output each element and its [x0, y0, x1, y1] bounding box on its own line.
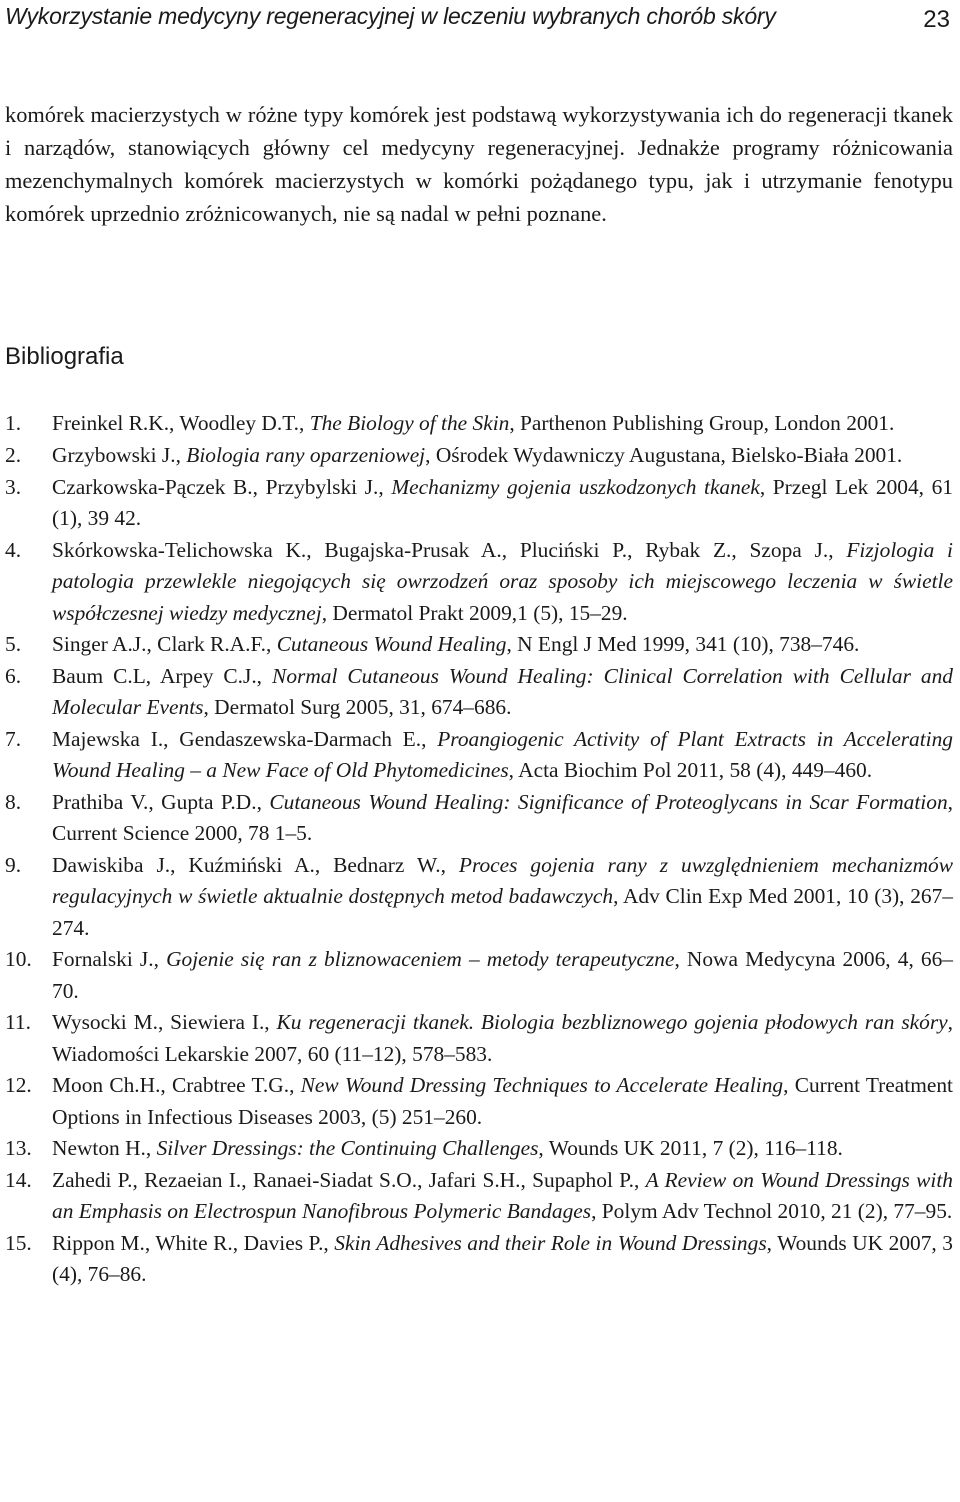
reference-text — [52, 727, 953, 783]
reference-authors: Wysocki M., Siewiera I., — [52, 1010, 277, 1034]
reference-item — [5, 1165, 953, 1228]
reference-authors: Zahedi P., Rezaeian I., Ranaei-Siadat S.O., Jafari S.H., Supaphol P., — [52, 1167, 646, 1192]
reference-text — [52, 475, 953, 531]
reference-source: , Wiadomości Lekarskie 2007, 60 (11–12), 578–583. — [52, 1010, 954, 1066]
reference-source: , Ośrodek Wydawniczy Augustana, Bielsko-Biała 2001. — [425, 443, 903, 467]
reference-number: 5. — [5, 632, 22, 656]
reference-number: 2. — [5, 443, 22, 467]
reference-text — [52, 632, 859, 656]
reference-item — [5, 1133, 953, 1165]
reference-item — [5, 850, 953, 945]
reference-title: Skin Adhesives and their Role in Wound Dressings — [334, 1230, 767, 1255]
reference-title: Gojenie się ran z bliznowaceniem – metody terapeutyczne — [166, 947, 675, 971]
reference-number: 6. — [5, 663, 22, 688]
reference-authors: Baum C.L, Arpey C.J., — [52, 663, 273, 688]
reference-number: 8. — [5, 789, 22, 814]
reference-text — [52, 947, 953, 1003]
reference-number: 3. — [5, 474, 22, 499]
reference-title: A Review on Wound Dressings with an Emphasis on Electrospun Nanofibrous Polymeric Bandages — [52, 1167, 953, 1223]
reference-source: , Current Treatment Options in Infectious Diseases 2003, (5) 251–260. — [52, 1073, 953, 1129]
reference-source: , Dermatol Prakt 2009,1 (5), 15–29. — [321, 600, 628, 625]
reference-number: 14. — [5, 1167, 32, 1192]
reference-source: , Parthenon Publishing Group, London 2001. — [509, 411, 895, 435]
reference-number: 4. — [5, 537, 22, 562]
reference-title: Proangiogenic Activity of Plant Extracts in Accelerating Wound Healing – a New Face of Old Phytomedicines — [52, 726, 953, 782]
reference-text — [52, 664, 953, 720]
reference-source: , Polym Adv Technol 2010, 21 (2), 77–95. — [591, 1199, 953, 1223]
reference-title: Normal Cutaneous Wound Healing: Clinical Correlation with Cellular and Molecular Events — [52, 663, 953, 719]
reference-title: Fizjologia i patologia przewlekle niegojących się owrzodzeń oraz sposoby ich miejscowego leczenia w świetle współczesnej wiedzy medycznej — [52, 537, 953, 625]
reference-item — [5, 472, 953, 535]
reference-authors: Freinkel R.K., Woodley D.T., — [52, 411, 310, 435]
reference-source: , Nowa Medycyna 2006, 4, 66–70. — [52, 947, 953, 1003]
reference-source: , Acta Biochim Pol 2011, 58 (4), 449–460. — [508, 758, 873, 782]
reference-authors: Grzybowski J., — [52, 443, 187, 467]
reference-item — [5, 661, 953, 724]
reference-source: , N Engl J Med 1999, 341 (10), 738–746. — [506, 632, 860, 656]
reference-text — [52, 790, 953, 846]
reference-item — [5, 1070, 953, 1133]
reference-source: , Adv Clin Exp Med 2001, 10 (3), 267–274. — [52, 884, 953, 940]
reference-authors: Dawiskiba J., Kuźmiński A., Bednarz W., — [52, 852, 459, 877]
reference-title: Cutaneous Wound Healing: Significance of Proteoglycans in Scar Formation — [269, 789, 948, 814]
reference-item — [5, 440, 953, 472]
reference-title: Biologia rany oparzeniowej — [186, 443, 426, 467]
reference-number: 7. — [5, 726, 22, 751]
reference-title: New Wound Dressing Techniques to Accelerate Healing — [300, 1073, 784, 1097]
reference-item — [5, 408, 953, 440]
reference-text — [52, 443, 902, 467]
reference-authors: Newton H., — [52, 1136, 157, 1160]
reference-number: 13. — [5, 1136, 32, 1160]
reference-title: Silver Dressings: the Continuing Challenges — [156, 1136, 539, 1160]
reference-number: 1. — [5, 411, 22, 435]
reference-text — [52, 1231, 953, 1287]
reference-authors: Fornalski J., — [52, 947, 167, 971]
reference-text — [52, 853, 953, 940]
reference-source: , Przegl Lek 2004, 61 (1), 39 42. — [52, 474, 953, 530]
reference-item — [5, 944, 953, 1007]
running-title: Wykorzystanie medycyny regeneracyjnej w leczeniu wybranych chorób skóry — [5, 3, 776, 29]
reference-number: 9. — [5, 852, 22, 877]
reference-authors: Skórkowska-Telichowska K., Bugajska-Prusak A., Pluciński P., Rybak Z., Szopa J., — [52, 537, 847, 562]
reference-item — [5, 724, 953, 787]
reference-text — [52, 1010, 953, 1066]
reference-source: , Dermatol Surg 2005, 31, 674–686. — [203, 695, 512, 719]
reference-authors: Czarkowska-Pączek B., Przybylski J., — [52, 474, 392, 499]
body-paragraph: komórek macierzystych w różne typy komórek jest podstawą wykorzystywania ich do regeneracji tkanek i narządów, stanowiących główny cel medycyny regeneracyjnej. Jednakże programy różnicowania mezenchymalnych komórek macierzystych w komórki pożądanego typu, jak i utrzymanie fenotypu komórek uprzednio zróżnicowanych, nie są nadal w pełni poznane. — [5, 102, 953, 226]
reference-text — [52, 1168, 953, 1224]
reference-item — [5, 1007, 953, 1070]
reference-authors: Singer A.J., Clark R.A.F., — [52, 632, 277, 656]
reference-title: Mechanizmy gojenia uszkodzonych tkanek — [391, 474, 760, 499]
reference-item — [5, 629, 953, 661]
reference-number: 12. — [5, 1073, 32, 1097]
reference-item — [5, 1228, 953, 1291]
reference-source: , Wounds UK 2007, 3 (4), 76–86. — [52, 1230, 953, 1286]
reference-number: 15. — [5, 1230, 32, 1255]
reference-item — [5, 535, 953, 630]
reference-authors: Majewska I., Gendaszewska-Darmach E., — [52, 726, 438, 751]
reference-number: 11. — [5, 1010, 31, 1034]
reference-authors: Rippon M., White R., Davies P., — [52, 1230, 335, 1255]
reference-text — [52, 411, 894, 435]
reference-authors: Prathiba V., Gupta P.D., — [52, 789, 270, 814]
reference-title: Cutaneous Wound Healing — [276, 632, 507, 656]
reference-source: , Wounds UK 2011, 7 (2), 116–118. — [538, 1136, 843, 1160]
reference-title: Ku regeneracji tkanek. Biologia bezbliznowego gojenia płodowych ran skóry — [276, 1010, 948, 1034]
reference-title: Proces gojenia rany z uwzględnieniem mechanizmów regulacyjnych w świetle aktualnie dostępnych metod badawczych — [52, 852, 953, 908]
reference-text — [52, 1073, 953, 1129]
reference-number: 10. — [5, 947, 32, 971]
bibliography-heading: Bibliografia — [5, 343, 124, 370]
page-number: 23 — [923, 6, 950, 33]
reference-authors: Moon Ch.H., Crabtree T.G., — [52, 1073, 301, 1097]
reference-title: The Biology of the Skin — [309, 411, 510, 435]
reference-item — [5, 787, 953, 850]
reference-text — [52, 538, 953, 625]
reference-text — [52, 1136, 843, 1160]
reference-list — [5, 408, 953, 1291]
running-header — [5, 0, 950, 36]
reference-source: , Current Science 2000, 78 1–5. — [52, 789, 953, 845]
